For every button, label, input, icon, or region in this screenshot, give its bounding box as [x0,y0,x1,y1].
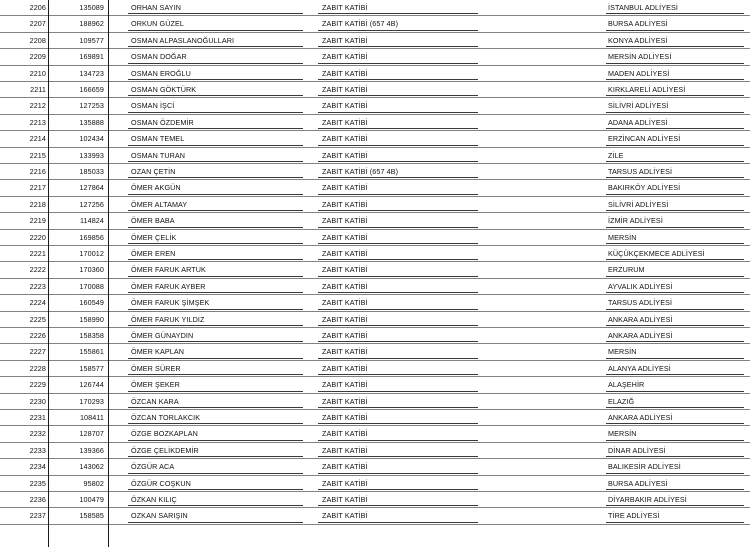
row-divider [0,294,750,295]
registry-id: 185033 [79,167,104,176]
field-underline [128,505,303,506]
job-title: ZABIT KATİBİ [322,445,368,455]
registry-id: 100479 [79,495,104,504]
row-number: 2220 [29,232,46,242]
field-underline [128,112,303,113]
row-divider [0,475,750,476]
field-underline [606,161,744,162]
row-divider [0,376,750,377]
registry-id: 109577 [79,35,104,45]
field-underline [318,292,478,293]
registry-id: 169856 [79,232,104,242]
row-number: 2214 [29,134,46,144]
field-underline [128,210,303,211]
field-underline [128,473,303,474]
person-name: ÖMER ALTAMAY [131,199,188,209]
row-number: 2234 [29,462,46,472]
field-underline [128,259,303,260]
registry-id: 139366 [79,445,104,455]
person-name: ÖZCAN TORLAKCIK [131,413,201,422]
field-underline [606,325,744,326]
field-underline [606,259,744,260]
field-underline [318,473,478,474]
row-number: 2219 [29,216,46,226]
registry-id: 158577 [79,363,104,373]
registry-id: 133993 [79,150,104,160]
field-underline [128,13,303,14]
field-underline [128,309,303,310]
field-underline [318,30,478,31]
person-name: OSMAN İŞCİ [131,101,175,111]
row-divider [0,65,750,66]
person-name: ÖMER FARUK AYBER [131,281,206,291]
field-underline [606,489,744,490]
field-underline [606,145,744,146]
assigned-location: DİNAR ADLİYESİ [608,445,666,455]
assigned-location: MERSİN [608,347,637,357]
field-underline [128,292,303,293]
field-underline [128,63,303,64]
field-underline [606,210,744,211]
registry-id: 127864 [79,183,104,193]
row-divider [0,278,750,279]
field-underline [318,194,478,195]
assigned-location: KIRKLARELİ ADLİYESİ [608,85,686,94]
row-divider [0,442,750,443]
field-underline [318,407,478,408]
row-divider [0,130,750,131]
field-underline [128,79,303,80]
field-underline [318,276,478,277]
field-underline [318,161,478,162]
field-underline [128,374,303,375]
row-number: 2217 [29,183,46,193]
job-title: ZABIT KATİBİ [322,232,368,242]
row-divider [0,261,750,262]
field-underline [128,522,303,523]
field-underline [128,276,303,277]
field-underline [606,456,744,457]
assigned-location: ERZURUM [608,265,645,275]
row-divider [0,48,750,49]
field-underline [606,276,744,277]
field-underline [128,177,303,178]
assigned-location: ANKARA ADLİYESİ [608,413,673,422]
row-divider [0,245,750,246]
field-underline [318,63,478,64]
person-name: ÖZCAN KARA [131,396,179,406]
job-title: ZABIT KATİBİ [322,478,368,488]
person-name: ÖZGE BOZKAPLAN [131,429,198,439]
field-underline [606,243,744,244]
field-underline [606,79,744,80]
field-underline [606,30,744,31]
row-divider [0,409,750,410]
field-underline [318,46,478,47]
assigned-location: ADANA ADLİYESİ [608,117,668,127]
row-number: 2231 [29,413,46,422]
job-title: ZABIT KATİBİ [322,150,368,160]
person-name: OZAN ÇETİN [131,167,176,176]
assigned-location: BURSA ADLİYESİ [608,478,668,488]
field-underline [318,440,478,441]
registry-id: 135089 [79,3,104,12]
registry-id: 166659 [79,85,104,94]
person-name: ÖMER BABA [131,216,175,226]
assigned-location: ELAZIĞ [608,396,635,406]
assigned-location: İZMİR ADLİYESİ [608,216,663,226]
person-name: ÖMER SÜRER [131,363,181,373]
field-underline [318,79,478,80]
row-number: 2225 [29,314,46,324]
field-underline [318,391,478,392]
job-title: ZABIT KATİBİ [322,101,368,111]
row-number: 2235 [29,478,46,488]
field-underline [318,341,478,342]
row-divider [0,97,750,98]
row-divider [0,163,750,164]
row-divider [0,212,750,213]
row-number: 2236 [29,495,46,504]
row-number: 2208 [29,35,46,45]
person-name: ÖMER AKGÜN [131,183,181,193]
assigned-location: KÜÇÜKÇEKMECE ADLİYESİ [608,249,705,258]
person-name: ÖMER FARUK ARTUK [131,265,206,275]
registry-id: 95802 [83,478,104,488]
assigned-location: BAKIRKÖY ADLİYESİ [608,183,681,193]
job-title: ZABIT KATİBİ (657 4B) [322,19,399,29]
job-title: ZABIT KATİBİ [322,396,368,406]
assigned-location: MADEN ADLİYESİ [608,68,670,78]
row-divider [0,393,750,394]
registry-id: 170088 [79,281,104,291]
field-underline [128,46,303,47]
job-title: ZABIT KATİBİ [322,265,368,275]
row-number: 2229 [29,380,46,390]
job-title: ZABIT KATİBİ [322,298,368,308]
row-divider [0,32,750,33]
assigned-location: ZİLE [608,150,624,160]
row-number: 2218 [29,199,46,209]
row-divider [0,327,750,328]
field-underline [128,358,303,359]
job-title: ZABIT KATİBİ [322,199,368,209]
job-title: ZABIT KATİBİ [322,35,368,45]
registry-id: 169891 [79,52,104,62]
field-underline [606,177,744,178]
field-underline [606,46,744,47]
assigned-location: MERSİN ADLİYESİ [608,52,672,62]
registry-id: 158358 [79,331,104,340]
job-title: ZABIT KATİBİ [322,347,368,357]
job-title: ZABIT KATİBİ [322,216,368,226]
assigned-location: İSTANBUL ADLİYESİ [608,3,679,12]
field-underline [318,210,478,211]
field-underline [318,489,478,490]
row-divider [0,15,750,16]
assigned-location: BALIKESİR ADLİYESİ [608,462,681,472]
row-number: 2209 [29,52,46,62]
row-divider [0,507,750,508]
job-title: ZABIT KATİBİ [322,413,368,422]
field-underline [606,95,744,96]
field-underline [318,325,478,326]
person-name: ÖZGÜR ACA [131,462,175,472]
registry-id: 127253 [79,101,104,111]
job-title: ZABIT KATİBİ [322,511,368,521]
field-underline [128,227,303,228]
field-underline [606,407,744,408]
job-title: ZABIT KATİBİ [322,429,368,439]
row-number: 2230 [29,396,46,406]
field-underline [318,145,478,146]
registry-id: 127256 [79,199,104,209]
row-number: 2215 [29,150,46,160]
row-number: 2233 [29,445,46,455]
field-underline [318,112,478,113]
person-name: ÖMER EREN [131,249,176,258]
field-underline [318,374,478,375]
person-name: ÖZKAN KILIÇ [131,495,177,504]
row-divider [0,147,750,148]
person-name: OSMAN EROĞLU [131,68,191,78]
field-underline [318,243,478,244]
field-underline [318,358,478,359]
field-underline [606,374,744,375]
person-name: OSMAN TURAN [131,150,186,160]
registry-id: 170360 [79,265,104,275]
field-underline [318,95,478,96]
registry-id: 170012 [79,249,104,258]
job-title: ZABIT KATİBİ [322,314,368,324]
person-name: ÖMER ÇELİK [131,232,177,242]
registry-id: 155861 [79,347,104,357]
field-underline [606,292,744,293]
registry-id: 160549 [79,298,104,308]
row-number: 2222 [29,265,46,275]
field-underline [318,227,478,228]
row-number: 2206 [29,3,46,12]
row-divider [0,114,750,115]
field-underline [318,505,478,506]
assigned-location: TİRE ADLİYESİ [608,511,660,521]
row-divider [0,311,750,312]
field-underline [128,194,303,195]
job-title: ZABIT KATİBİ (657 4B) [322,167,399,176]
field-underline [318,456,478,457]
job-title: ZABIT KATİBİ [322,134,368,144]
job-title: ZABIT KATİBİ [322,380,368,390]
field-underline [606,423,744,424]
row-number: 2216 [29,167,46,176]
field-underline [606,341,744,342]
field-underline [606,505,744,506]
person-name: ÖZGÜR COŞKUN [131,478,191,488]
person-name: OSMAN ALPASLANOĞULLARI [131,35,235,45]
registry-id: 134723 [79,68,104,78]
row-number: 2237 [29,511,46,521]
assigned-location: TARSUS ADLİYESİ [608,167,673,176]
job-title: ZABIT KATİBİ [322,281,368,291]
person-name: OSMAN TEMEL [131,134,185,144]
job-title: ZABIT KATİBİ [322,363,368,373]
field-underline [606,391,744,392]
field-underline [128,423,303,424]
person-name: OSMAN ÖZDEMİR [131,117,194,127]
field-underline [318,423,478,424]
job-title: ZABIT KATİBİ [322,462,368,472]
field-underline [128,243,303,244]
field-underline [128,391,303,392]
row-number: 2212 [29,101,46,111]
row-number: 2223 [29,281,46,291]
field-underline [606,309,744,310]
field-underline [128,30,303,31]
assigned-location: DİYARBAKIR ADLİYESİ [608,495,687,504]
field-underline [606,227,744,228]
registry-id: 158990 [79,314,104,324]
row-number: 2210 [29,68,46,78]
row-number: 2232 [29,429,46,439]
field-underline [318,177,478,178]
job-title: ZABIT KATİBİ [322,249,368,258]
person-name: ÖMER KAPLAN [131,347,185,357]
row-divider [0,458,750,459]
person-name: ÖZGE ÇELİKDEMİR [131,445,199,455]
field-underline [606,194,744,195]
job-title: ZABIT KATİBİ [322,331,368,340]
field-underline [606,358,744,359]
person-name: ÖMER FARUK ŞİMŞEK [131,298,210,308]
field-underline [128,145,303,146]
field-underline [318,309,478,310]
job-title: ZABIT KATİBİ [322,3,368,12]
row-divider [0,524,750,525]
assigned-location: ALANYA ADLİYESİ [608,363,671,373]
registry-id: 143062 [79,462,104,472]
assigned-location: ERZİNCAN ADLİYESİ [608,134,681,144]
job-title: ZABIT KATİBİ [322,52,368,62]
registry-id: 126744 [79,380,104,390]
row-number: 2211 [30,85,46,94]
field-underline [318,259,478,260]
assigned-location: TARSUS ADLİYESİ [608,298,673,308]
field-underline [606,128,744,129]
person-name: OSMAN GÖKTÜRK [131,85,197,94]
row-number: 2228 [29,363,46,373]
job-title: ZABIT KATİBİ [322,68,368,78]
row-number: 2221 [29,249,46,258]
field-underline [128,489,303,490]
person-name: ÖMER ŞEKER [131,380,180,390]
row-divider [0,425,750,426]
row-divider [0,81,750,82]
assigned-location: AYVALIK ADLİYESİ [608,281,673,291]
row-divider [0,360,750,361]
field-underline [128,341,303,342]
field-underline [128,325,303,326]
registry-id: 102434 [79,134,104,144]
row-number: 2227 [29,347,46,357]
field-underline [606,63,744,64]
row-number: 2226 [29,331,46,340]
job-title: ZABIT KATİBİ [322,183,368,193]
assigned-location: ALAŞEHİR [608,380,645,390]
row-divider [0,229,750,230]
registry-id: 170293 [79,396,104,406]
row-number: 2207 [29,19,46,29]
field-underline [318,522,478,523]
person-name: ÖMER FARUK YILDIZ [131,314,205,324]
row-number: 2213 [29,117,46,127]
field-underline [128,161,303,162]
field-underline [606,13,744,14]
registry-id: 108411 [79,413,104,422]
row-number: 2224 [29,298,46,308]
assigned-location: MERSİN [608,429,637,439]
field-underline [128,440,303,441]
assigned-location: ANKARA ADLİYESİ [608,314,673,324]
field-underline [606,440,744,441]
field-underline [128,407,303,408]
assigned-location: MERSİN [608,232,637,242]
field-underline [128,95,303,96]
registry-id: 158585 [79,511,104,521]
field-underline [318,128,478,129]
row-divider [0,179,750,180]
field-underline [128,128,303,129]
row-divider [0,491,750,492]
registry-id: 114824 [79,216,104,226]
field-underline [606,112,744,113]
assigned-location: BURSA ADLİYESİ [608,19,668,29]
job-title: ZABIT KATİBİ [322,495,368,504]
registry-id: 188962 [79,19,104,29]
assigned-location: SİLİVRİ ADLİYESİ [608,101,669,111]
person-name: ORKUN GÜZEL [131,19,185,29]
person-name: ORHAN SAYIN [131,3,182,12]
assigned-location: ANKARA ADLİYESİ [608,331,673,340]
field-underline [318,13,478,14]
job-title: ZABIT KATİBİ [322,117,368,127]
registry-id: 135888 [79,117,104,127]
field-underline [128,456,303,457]
row-divider [0,343,750,344]
job-title: ZABIT KATİBİ [322,85,368,94]
person-name: ÖMER GÜNAYDIN [131,331,194,340]
assigned-location: SİLİVRİ ADLİYESİ [608,199,669,209]
registry-id: 128707 [79,429,104,439]
person-name: OZKAN SARIŞIN [131,511,188,521]
field-underline [606,473,744,474]
assigned-location: KONYA ADLİYESİ [608,35,668,45]
field-underline [606,522,744,523]
person-name: OSMAN DOĞAR [131,52,187,62]
row-divider [0,196,750,197]
